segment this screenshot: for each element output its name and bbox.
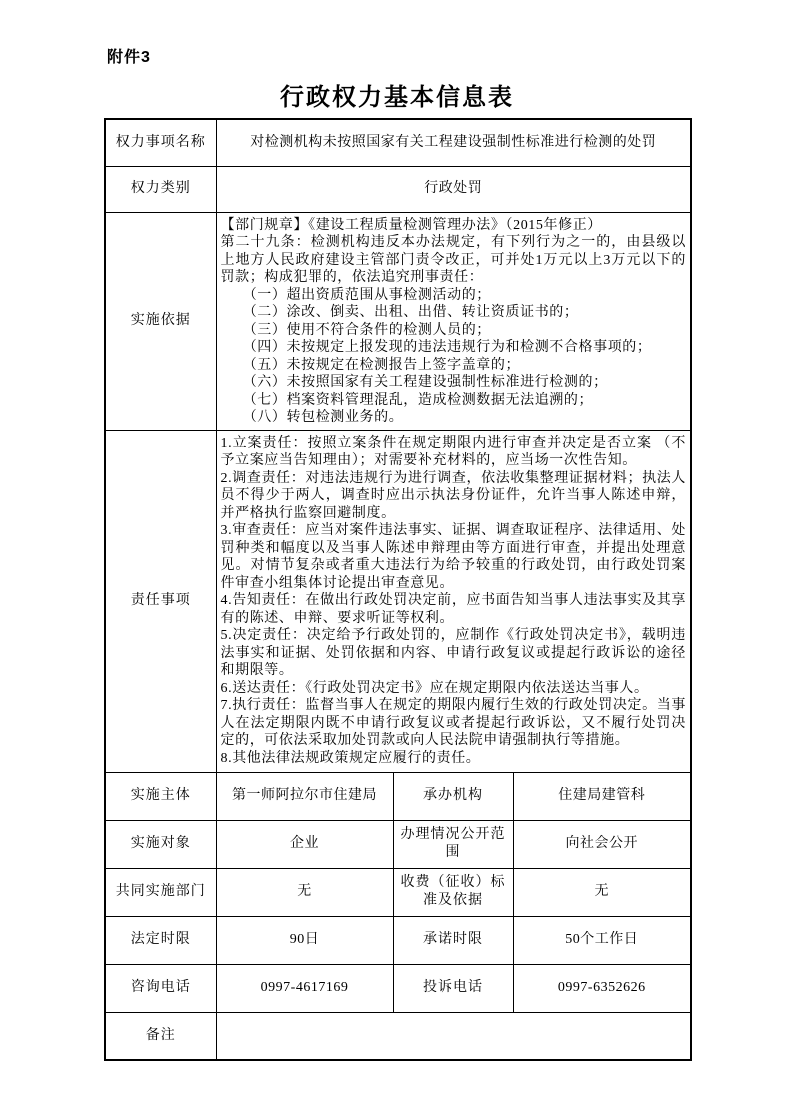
legal-basis-paragraph: （二）涂改、倒卖、出租、出借、转让资质证书的； bbox=[220, 305, 579, 320]
legal-basis-paragraph: 【部门规章】《建设工程质量检测管理办法》（2015年修正） bbox=[220, 217, 602, 233]
responsibility-item: 2.调查责任：对违法违规行为进行调查，依法收集整理证据材料；执法人员不得少于两人，调查时应出示执法身份证件，允许当事人陈述申辩，并严格执行监察回避制度。 bbox=[220, 470, 687, 521]
promised-time-limit-value: 50个工作日 bbox=[513, 916, 691, 964]
row-joint-departments bbox=[105, 868, 691, 916]
page-title: 行政权力基本信息表 bbox=[280, 85, 514, 111]
implementation-target-label: 实施对象 bbox=[105, 820, 216, 868]
fee-standard-value: 无 bbox=[513, 868, 691, 916]
disclosure-scope-value: 向社会公开 bbox=[513, 820, 691, 868]
legal-basis-label: 实施依据 bbox=[105, 212, 216, 430]
consultation-phone-value: 0997-4617169 bbox=[216, 964, 393, 1012]
implementation-target-value: 企业 bbox=[216, 820, 393, 868]
row-responsibilities bbox=[105, 430, 691, 772]
legal-basis-paragraph: 第二十九条：检测机构违反本办法规定，有下列行为之一的，由县级以上地方人民政府建设主管部门责令改正，可并处1万元以上3万元以下的罚款；构成犯罪的，依法追究刑事责任： bbox=[220, 235, 687, 285]
fee-standard-label: 收费（征收）标准及依据 bbox=[393, 868, 513, 916]
complaint-phone-value: 0997-6352626 bbox=[513, 964, 691, 1012]
legal-basis-paragraph: （八）转包检测业务的。 bbox=[220, 410, 404, 425]
row-statutory-time-limit bbox=[105, 916, 691, 964]
power-category-label: 权力类别 bbox=[105, 166, 216, 212]
undertaking-agency-value: 住建局建管科 bbox=[513, 772, 691, 820]
legal-basis-paragraph: （四）未按规定上报发现的违法违规行为和检测不合格事项的； bbox=[220, 340, 652, 355]
responsibility-item: 3.审查责任：应当对案件违法事实、证据、调查取证程序、法律适用、处罚种类和幅度以及当事人陈述申辩理由等方面进行审查，并提出处理意见。对情节复杂或者重大违法行为给予较重的行政处罚，由行政处罚案件审查小组集体讨论提出审查意见。 bbox=[220, 523, 687, 591]
legal-basis-paragraph: （六）未按照国家有关工程建设强制性标准进行检测的； bbox=[220, 375, 608, 390]
row-implementing-body bbox=[105, 772, 691, 820]
disclosure-scope-label: 办理情况公开范围 bbox=[393, 820, 513, 868]
responsibility-item: 6.送达责任：《行政处罚决定书》应在规定期限内依法送达当事人。 bbox=[220, 680, 649, 696]
statutory-time-limit-value: 90日 bbox=[216, 916, 393, 964]
responsibility-item: 1.立案责任：按照立案条件在规定期限内进行审查并决定是否立案 （不予立案应当告知理由）；对需要补充材料的，应当场一次性告知。 bbox=[220, 435, 687, 468]
row-implementation-target bbox=[105, 820, 691, 868]
power-item-name-value: 对检测机构未按照国家有关工程建设强制性标准进行检测的处罚 bbox=[216, 119, 691, 166]
responsibilities-label: 责任事项 bbox=[105, 430, 216, 772]
row-legal-basis bbox=[105, 212, 691, 430]
joint-departments-label: 共同实施部门 bbox=[105, 868, 216, 916]
power-item-name-label: 权力事项名称 bbox=[105, 119, 216, 166]
responsibility-item: 4.告知责任：在做出行政处罚决定前，应书面告知当事人违法事实及其享有的陈述、申辩、要求听证等权利。 bbox=[220, 593, 687, 626]
statutory-time-limit-label: 法定时限 bbox=[105, 916, 216, 964]
info-table bbox=[104, 118, 692, 1061]
responsibility-item: 7.执行责任：监督当事人在规定的期限内履行生效的行政处罚决定。当事人在法定期限内既不申请行政复议或者提起行政诉讼，又不履行处罚决定的，可依法采取加处罚款或向人民法院申请强制执行等措施。 bbox=[220, 698, 687, 748]
legal-basis-paragraph: （五）未按规定在检测报告上签字盖章的； bbox=[220, 357, 521, 373]
implementing-body-value: 第一师阿拉尔市住建局 bbox=[216, 772, 393, 820]
legal-basis-paragraph: （三）使用不符合条件的检测人员的； bbox=[220, 322, 491, 338]
promised-time-limit-label: 承诺时限 bbox=[393, 916, 513, 964]
power-category-value: 行政处罚 bbox=[216, 166, 691, 212]
responsibility-item: 5.决定责任：决定给予行政处罚的，应制作《行政处罚决定书》，载明违法事实和证据、处罚依据和内容、申请行政复议或提起行政诉讼的途径和期限等。 bbox=[220, 628, 687, 678]
legal-basis-text bbox=[216, 212, 691, 430]
responsibility-item: 8.其他法律法规政策规定应履行的责任。 bbox=[220, 750, 481, 766]
consultation-phone-label: 咨询电话 bbox=[105, 964, 216, 1012]
remarks-label: 备注 bbox=[105, 1012, 216, 1060]
undertaking-agency-label: 承办机构 bbox=[393, 772, 513, 820]
row-consultation-phone bbox=[105, 964, 691, 1012]
row-power-category bbox=[105, 166, 691, 212]
row-power-item-name bbox=[105, 119, 691, 166]
joint-departments-value: 无 bbox=[216, 868, 393, 916]
legal-basis-paragraph: （七）档案资料管理混乱，造成检测数据无法追溯的； bbox=[220, 392, 594, 408]
responsibilities-text bbox=[216, 430, 691, 772]
row-remarks bbox=[105, 1012, 691, 1060]
attachment-label: 附件3 bbox=[107, 49, 151, 66]
implementing-body-label: 实施主体 bbox=[105, 772, 216, 820]
remarks-value bbox=[216, 1012, 691, 1060]
complaint-phone-label: 投诉电话 bbox=[393, 964, 513, 1012]
legal-basis-paragraph: （一）超出资质范围从事检测活动的； bbox=[220, 287, 491, 303]
